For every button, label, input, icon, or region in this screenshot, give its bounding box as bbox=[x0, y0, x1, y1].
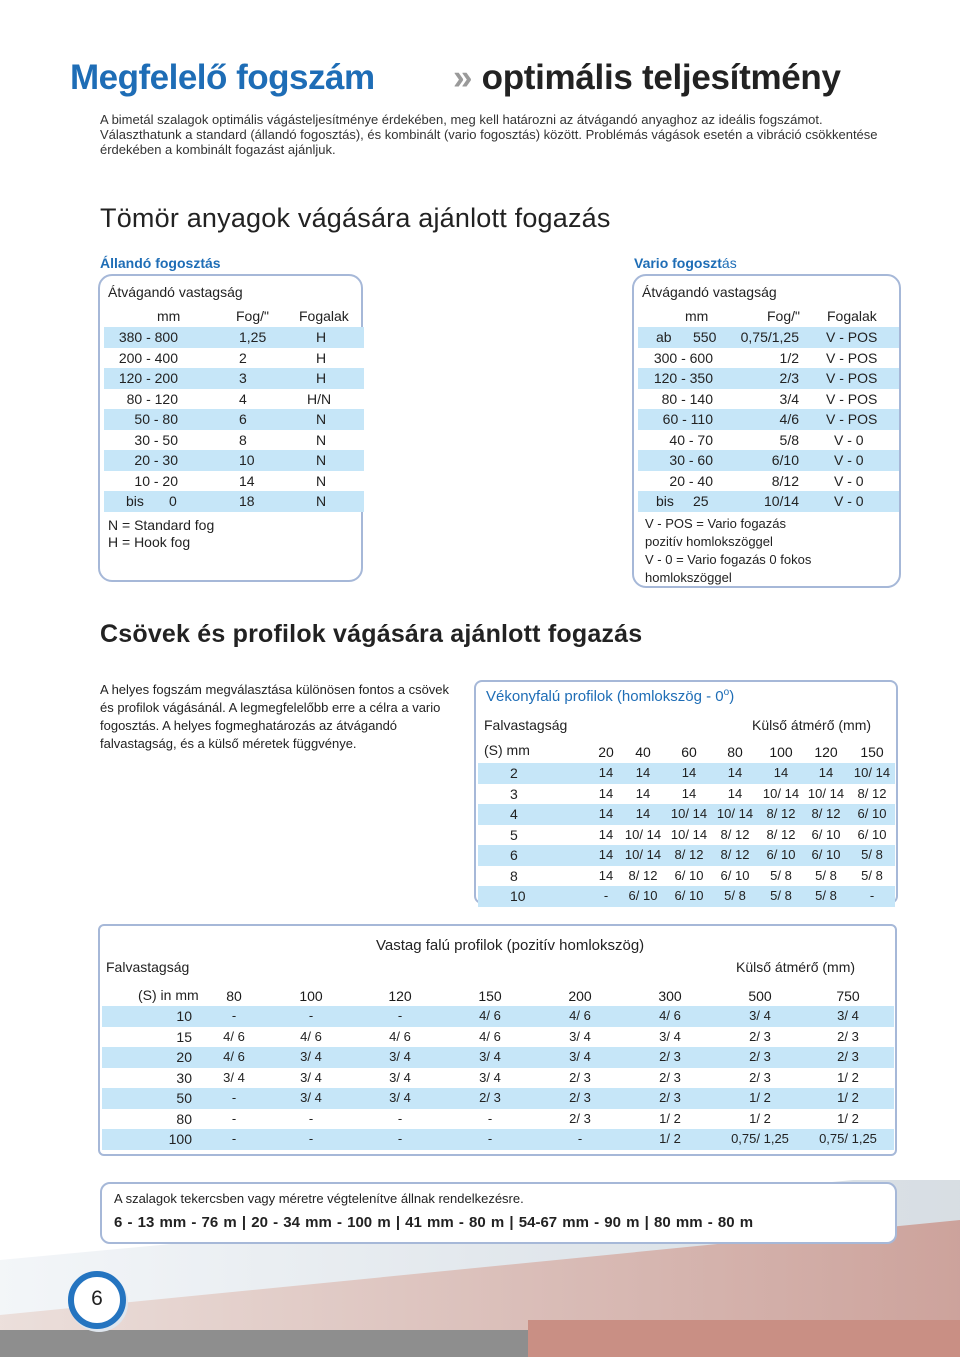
mm-value: 20 - 30 bbox=[134, 452, 178, 468]
fog-value: 6 bbox=[239, 411, 247, 427]
thick-cell-value: 4/ 6 bbox=[223, 1049, 245, 1064]
fog-value: 10 bbox=[239, 452, 255, 468]
mm-value: 120 - 200 bbox=[118, 370, 178, 386]
thick-cell-value: 2/ 3 bbox=[837, 1028, 859, 1044]
thick-cell-value: 2/ 3 bbox=[837, 1049, 859, 1064]
thick-cell-value: - bbox=[487, 1131, 493, 1146]
thin-col-header: 120 bbox=[814, 744, 838, 760]
mm-value: 550 bbox=[693, 329, 717, 345]
thick-cell-value: - bbox=[577, 1131, 583, 1146]
thin-cell-value: 8/ 12 bbox=[766, 806, 796, 821]
thin-cell-value: 10/ 14 bbox=[624, 847, 662, 862]
thin-cell-value: 14 bbox=[635, 806, 651, 821]
constant-row bbox=[104, 450, 364, 471]
thick-cell-value: 3/ 4 bbox=[223, 1069, 245, 1085]
thick-cell-value: - bbox=[397, 1008, 403, 1023]
thick-cell-value: - bbox=[231, 1090, 237, 1105]
thick-col-header: 150 bbox=[478, 988, 502, 1004]
note-v0-2: homlokszöggel bbox=[645, 570, 732, 585]
thick-cell-value: 4/ 6 bbox=[223, 1028, 245, 1044]
thin-col-header: 80 bbox=[727, 744, 743, 760]
thick-cell-value: 3/ 4 bbox=[479, 1069, 501, 1085]
thick-s-value: 100 bbox=[168, 1131, 192, 1147]
thick-row bbox=[102, 1027, 894, 1048]
thin-row bbox=[478, 886, 895, 907]
fog-value: 3/4 bbox=[779, 390, 799, 407]
availability-text: A szalagok tekercsben vagy méretre végtelenítve állnak rendelkezésre. bbox=[114, 1191, 524, 1206]
page-number: 6 bbox=[91, 1287, 103, 1310]
fog-value: 4/6 bbox=[779, 411, 799, 427]
thin-cell-value: 5/ 8 bbox=[724, 888, 746, 903]
thick-cell-value: 2/ 3 bbox=[659, 1090, 681, 1105]
thick-cell-value: 1/ 2 bbox=[659, 1131, 681, 1146]
note-hook: H = Hook fog bbox=[108, 534, 191, 550]
mm-value: 25 bbox=[693, 493, 709, 509]
vario-row bbox=[638, 327, 899, 348]
fog-value: 5/8 bbox=[779, 431, 799, 448]
vario-row bbox=[638, 430, 899, 451]
mm-value: 50 - 80 bbox=[134, 411, 178, 427]
thin-cell-value: 14 bbox=[598, 785, 614, 801]
thin-cell-value: 8/ 12 bbox=[720, 847, 750, 862]
fogalak-value: V - 0 bbox=[834, 452, 864, 468]
mm-value: 380 - 800 bbox=[118, 329, 178, 345]
thin-cell-value: 8/ 12 bbox=[766, 826, 796, 842]
vario-row bbox=[638, 491, 899, 512]
fog-value: 18 bbox=[239, 493, 255, 509]
mm-value: 0 bbox=[169, 493, 177, 509]
mm-value: 120 - 350 bbox=[653, 370, 713, 386]
thick-col-header: 120 bbox=[388, 988, 412, 1004]
thin-cell-value: 8/ 12 bbox=[720, 826, 750, 842]
constant-row bbox=[104, 491, 364, 512]
thick-cell-value: 3/ 4 bbox=[659, 1028, 681, 1044]
fogalak-value: V - POS bbox=[826, 390, 878, 407]
thin-cell-value: 6/ 10 bbox=[766, 847, 796, 862]
thin-cell-value: 6/ 10 bbox=[811, 847, 841, 862]
solid-section-title: Tömör anyagok vágására ajánlott fogazás bbox=[100, 203, 611, 233]
thin-s-value: 5 bbox=[510, 826, 518, 843]
thick-cell-value: 3/ 4 bbox=[300, 1090, 322, 1105]
fog-value: 4 bbox=[239, 390, 247, 407]
thick-cell-value: 3/ 4 bbox=[837, 1008, 859, 1023]
fogalak-value: V - 0 bbox=[834, 431, 864, 448]
constant-row bbox=[104, 348, 364, 369]
thick-cell-value: 2/ 3 bbox=[659, 1069, 681, 1085]
thin-cell-value: 5/ 8 bbox=[815, 867, 837, 883]
thin-cell-value: 14 bbox=[681, 765, 697, 780]
thin-row bbox=[478, 784, 895, 805]
thin-col-header: 40 bbox=[635, 744, 651, 760]
thick-row bbox=[102, 1068, 894, 1089]
thin-cell-value: 8/ 12 bbox=[674, 847, 704, 862]
thin-cell-value: 6/ 10 bbox=[720, 867, 750, 883]
thin-s-value: 8 bbox=[510, 867, 518, 884]
thick-cell-value: 2/ 3 bbox=[569, 1110, 591, 1126]
thick-cell-value: 3/ 4 bbox=[569, 1028, 591, 1044]
fog-value: 2 bbox=[239, 349, 247, 366]
thin-cell-value: 6/ 10 bbox=[811, 826, 841, 842]
fogalak-value: N bbox=[316, 472, 327, 489]
thin-cell-value: - bbox=[603, 888, 609, 903]
thin-s-value: 10 bbox=[510, 888, 526, 904]
thin-cell-value: 5/ 8 bbox=[861, 847, 883, 862]
header-title-left: Megfelelő fogszám bbox=[70, 58, 375, 97]
availability-sizes: 6 - 13 mm - 76 m | 20 - 34 mm - 100 m | 41 mm - 80 m | 54-67 mm - 90 m | 80 mm - 80 m bbox=[114, 1214, 754, 1231]
thick-s-value: 80 bbox=[176, 1110, 192, 1127]
vario-row bbox=[638, 389, 899, 410]
constant-box-label: Átvágandó vastagság bbox=[108, 284, 243, 300]
thick-cell-value: - bbox=[308, 1110, 314, 1126]
mm-value: 40 - 70 bbox=[669, 431, 713, 448]
thick-row bbox=[102, 1129, 894, 1150]
thin-cell-value: 10/ 14 bbox=[762, 785, 800, 801]
note-vpos: V - POS = Vario fogazás bbox=[645, 516, 787, 531]
page-number-badge bbox=[68, 1271, 126, 1329]
thin-cell-value: 6/ 10 bbox=[674, 888, 704, 903]
prefix-label: ab bbox=[656, 329, 672, 345]
col-header-mm: mm bbox=[685, 308, 709, 324]
fog-value: 0,75/1,25 bbox=[740, 329, 799, 345]
thin-cell-value: 6/ 10 bbox=[857, 806, 887, 821]
thin-cell-value: - bbox=[869, 888, 875, 903]
fog-value: 14 bbox=[239, 472, 255, 489]
mm-value: 80 - 140 bbox=[661, 390, 713, 407]
thick-cell-value: 3/ 4 bbox=[569, 1049, 591, 1064]
thin-row bbox=[478, 825, 895, 846]
thin-cell-value: 14 bbox=[598, 806, 614, 821]
fogalak-value: N bbox=[316, 431, 327, 448]
thin-cell-value: 10/ 14 bbox=[716, 806, 754, 821]
thin-wall-thickness-label: Falvastagság bbox=[484, 717, 568, 733]
thin-cell-value: 14 bbox=[598, 826, 614, 842]
thick-cell-value: 3/ 4 bbox=[300, 1069, 322, 1085]
fogalak-value: V - 0 bbox=[834, 472, 864, 489]
thin-cell-value: 14 bbox=[635, 785, 651, 801]
thick-row bbox=[102, 1109, 894, 1130]
thick-cell-value: 1/ 2 bbox=[659, 1110, 681, 1126]
thin-cell-value: 14 bbox=[818, 765, 834, 780]
thin-cell-value: 5/ 8 bbox=[861, 867, 883, 883]
thick-cell-value: 0,75/ 1,25 bbox=[819, 1131, 877, 1146]
thick-col-header: 750 bbox=[836, 988, 860, 1004]
thick-cell-value: - bbox=[231, 1008, 237, 1023]
thin-cell-value: 6/ 10 bbox=[674, 867, 704, 883]
thin-col-header: 150 bbox=[860, 744, 884, 760]
thin-cell-value: 14 bbox=[598, 847, 614, 862]
prefix-label: bis bbox=[656, 493, 674, 509]
thick-cell-value: - bbox=[308, 1008, 314, 1023]
thick-cell-value: 2/ 3 bbox=[479, 1090, 501, 1105]
vario-row bbox=[638, 409, 899, 430]
thin-s-value: 2 bbox=[510, 765, 518, 781]
thick-s-value: 20 bbox=[176, 1049, 192, 1065]
mm-value: 10 - 20 bbox=[134, 472, 178, 489]
thin-cell-value: 14 bbox=[681, 785, 697, 801]
mm-value: 30 - 50 bbox=[134, 431, 178, 448]
thin-cell-value: 5/ 8 bbox=[770, 888, 792, 903]
tubes-paragraph: A helyes fogszám megválasztása különösen fontos a csövek és profilok vágásánál. A legmegfelelőbb erre a célra a vario fogosztás. A helyes fogmeghatározás az átvágandó falvastagság, és a külső méretek függvénye. bbox=[100, 682, 450, 751]
fogalak-value: H bbox=[316, 329, 327, 345]
thin-cell-value: 14 bbox=[727, 765, 743, 780]
vario-row bbox=[638, 450, 899, 471]
thin-cell-value: 10/ 14 bbox=[853, 765, 891, 780]
vario-pitch-subtitle: Vario fogosztás bbox=[634, 255, 737, 271]
vario-row bbox=[638, 368, 899, 389]
thick-s-value: 10 bbox=[176, 1008, 192, 1024]
thin-s-value: 6 bbox=[510, 847, 518, 863]
thick-cell-value: 2/ 3 bbox=[749, 1028, 771, 1044]
thick-cell-value: 2/ 3 bbox=[569, 1090, 591, 1105]
thin-cell-value: 14 bbox=[598, 867, 614, 883]
thick-wall-thickness-label: Falvastagság bbox=[106, 959, 190, 975]
thin-outer-diameter-label: Külső átmérő (mm) bbox=[752, 717, 872, 733]
thin-row bbox=[478, 845, 895, 866]
thick-row bbox=[102, 1047, 894, 1068]
thin-col-header: 60 bbox=[681, 744, 697, 760]
fogalak-value: H bbox=[316, 349, 327, 366]
constant-table-header bbox=[104, 306, 362, 327]
fogalak-value: N bbox=[316, 411, 327, 427]
thick-cell-value: 3/ 4 bbox=[300, 1049, 322, 1064]
thin-cell-value: 14 bbox=[635, 765, 651, 780]
thick-s-value: 50 bbox=[176, 1090, 192, 1106]
fog-value: 8/12 bbox=[771, 472, 799, 489]
thin-cell-value: 5/ 8 bbox=[770, 867, 792, 883]
vario-row bbox=[638, 348, 899, 369]
fogalak-value: V - POS bbox=[826, 411, 878, 427]
thin-cell-value: 8/ 12 bbox=[628, 867, 658, 883]
thin-cell-value: 14 bbox=[773, 765, 789, 780]
constant-notes bbox=[108, 517, 214, 551]
mm-value: 200 - 400 bbox=[118, 349, 178, 366]
thick-cell-value: 4/ 6 bbox=[479, 1028, 501, 1044]
thick-s-mm-label: (S) in mm bbox=[138, 987, 199, 1003]
constant-row bbox=[104, 430, 364, 451]
thick-row bbox=[102, 1006, 894, 1027]
thin-s-value: 3 bbox=[510, 785, 518, 802]
double-chevron-icon: » bbox=[453, 58, 473, 97]
thin-s-value: 4 bbox=[510, 806, 518, 822]
thin-row bbox=[478, 763, 895, 784]
thick-cell-value: 2/ 3 bbox=[659, 1049, 681, 1064]
col-header-fogalak: Fogalak bbox=[299, 308, 349, 324]
thick-col-header: 200 bbox=[568, 988, 592, 1004]
thick-col-header: 100 bbox=[299, 988, 323, 1004]
mm-value: 300 - 600 bbox=[653, 349, 713, 366]
thick-col-header: 300 bbox=[658, 988, 682, 1004]
col-header-fogalak: Fogalak bbox=[827, 308, 877, 324]
thin-wall-title: Vékonyfalú profilok (homlokszög - 0$^o$) bbox=[486, 687, 735, 705]
thick-cell-value: 1/ 2 bbox=[837, 1069, 859, 1085]
thin-row bbox=[478, 804, 895, 825]
fogalak-value: N bbox=[316, 493, 327, 509]
thick-cell-value: - bbox=[231, 1131, 237, 1146]
thin-cell-value: 10/ 14 bbox=[807, 785, 845, 801]
thick-cell-value: 4/ 6 bbox=[569, 1008, 591, 1023]
note-v0: V - 0 = Vario fogazás 0 fokos bbox=[645, 552, 812, 567]
thin-cell-value: 8/ 12 bbox=[811, 806, 841, 821]
thin-col-header: 20 bbox=[598, 744, 614, 760]
note-standard: N = Standard fog bbox=[108, 517, 215, 533]
thick-cell-value: - bbox=[308, 1131, 314, 1146]
thick-cell-value: 4/ 6 bbox=[659, 1008, 681, 1023]
fogalak-value: V - POS bbox=[826, 349, 878, 366]
fog-value: 10/14 bbox=[763, 493, 799, 509]
thin-cell-value: 10/ 14 bbox=[670, 806, 708, 821]
constant-pitch-subtitle: Állandó fogosztás bbox=[100, 255, 221, 271]
header-title-right bbox=[453, 58, 841, 98]
tubes-section-title: Csövek és profilok vágására ajánlott fogazás bbox=[100, 620, 643, 648]
thick-cell-value: 1/ 2 bbox=[749, 1090, 771, 1105]
vario-box-label: Átvágandó vastagság bbox=[642, 284, 777, 300]
fog-value: 6/10 bbox=[771, 452, 799, 468]
fogalak-value: V - 0 bbox=[834, 493, 864, 509]
thick-col-header: 80 bbox=[226, 988, 242, 1004]
thick-cell-value: 4/ 6 bbox=[300, 1028, 322, 1044]
thick-cell-value: 3/ 4 bbox=[389, 1049, 411, 1064]
thick-cell-value: - bbox=[231, 1110, 237, 1126]
thick-cell-value: 1/ 2 bbox=[749, 1110, 771, 1126]
thick-outer-diameter-label: Külső átmérő (mm) bbox=[736, 959, 856, 975]
vario-row bbox=[638, 471, 899, 492]
mm-value: 20 - 40 bbox=[669, 472, 713, 489]
thin-cell-value: 10/ 14 bbox=[624, 826, 662, 842]
thin-cell-value: 14 bbox=[727, 785, 743, 801]
thick-wall-title: Vastag falú profilok (pozitív homlokszög) bbox=[376, 937, 645, 954]
vario-notes bbox=[645, 515, 811, 587]
constant-row bbox=[104, 368, 364, 389]
mm-value: 60 - 110 bbox=[662, 411, 713, 427]
thick-cell-value: 3/ 4 bbox=[749, 1008, 771, 1023]
mm-value: 30 - 60 bbox=[669, 452, 713, 468]
fogalak-value: H bbox=[316, 370, 327, 386]
thin-cell-value: 6/ 10 bbox=[857, 826, 887, 842]
constant-row bbox=[104, 389, 364, 410]
prefix-label: bis bbox=[126, 493, 144, 509]
thin-cell-value: 5/ 8 bbox=[815, 888, 837, 903]
constant-row bbox=[104, 471, 364, 492]
thick-cell-value: 1/ 2 bbox=[837, 1090, 859, 1105]
thick-col-header: 500 bbox=[748, 988, 772, 1004]
fogalak-value: V - POS bbox=[826, 329, 878, 345]
thick-cell-value: 3/ 4 bbox=[389, 1069, 411, 1085]
constant-row bbox=[104, 409, 364, 430]
intro-paragraph: A bimetál szalagok optimális vágásteljesítménye érdekében, meg kell határozni az átvágandó anyaghoz az ideális fogszámot. Választhatunk a standard (állandó fogosztás), és kombinált (vario fogosztás) között. Problémás vágások esetén a vibráció csökkentése érdekében a kombinált fogazást ajánljuk. bbox=[100, 112, 878, 157]
thick-cell-value: 4/ 6 bbox=[389, 1028, 411, 1044]
availability-box bbox=[100, 1182, 897, 1244]
col-header-fog: Fog/" bbox=[236, 308, 269, 324]
col-header-fog: Fog/" bbox=[767, 308, 800, 324]
thick-cell-value: 2/ 3 bbox=[569, 1069, 591, 1085]
thick-cell-value: 1/ 2 bbox=[837, 1110, 859, 1126]
page-header bbox=[70, 58, 910, 98]
fog-value: 2/3 bbox=[779, 370, 799, 386]
thick-s-value: 30 bbox=[176, 1069, 192, 1086]
thick-cell-value: 0,75/ 1,25 bbox=[731, 1131, 789, 1146]
thick-cell-value: 2/ 3 bbox=[749, 1049, 771, 1064]
note-vpos-2: pozitív homlokszöggel bbox=[645, 534, 773, 549]
thin-s-mm-label: (S) mm bbox=[484, 742, 530, 758]
thick-cell-value: - bbox=[397, 1110, 403, 1126]
thick-cell-value: - bbox=[487, 1110, 493, 1126]
thick-cell-value: 4/ 6 bbox=[479, 1008, 501, 1023]
thick-row bbox=[102, 1088, 894, 1109]
thick-s-value: 15 bbox=[176, 1028, 192, 1045]
fogalak-value: H/N bbox=[307, 390, 332, 407]
constant-row bbox=[104, 327, 364, 348]
vario-table-header bbox=[638, 306, 900, 327]
fogalak-value: V - POS bbox=[826, 370, 878, 386]
thick-cell-value: 3/ 4 bbox=[389, 1090, 411, 1105]
thin-cell-value: 10/ 14 bbox=[670, 826, 708, 842]
thin-cell-value: 8/ 12 bbox=[857, 785, 887, 801]
col-header-mm: mm bbox=[157, 308, 181, 324]
fog-value: 1,25 bbox=[239, 329, 267, 345]
fog-value: 3 bbox=[239, 370, 247, 386]
thin-cell-value: 6/ 10 bbox=[628, 888, 658, 903]
thick-cell-value: 3/ 4 bbox=[479, 1049, 501, 1064]
thick-cell-value: 2/ 3 bbox=[749, 1069, 771, 1085]
mm-value: 80 - 120 bbox=[126, 390, 178, 407]
thin-row bbox=[478, 866, 895, 887]
fog-value: 1/2 bbox=[779, 349, 799, 366]
header-title-right-text: optimális teljesítmény bbox=[481, 58, 841, 97]
fogalak-value: N bbox=[316, 452, 327, 468]
thin-cell-value: 14 bbox=[598, 765, 614, 780]
thin-col-header: 100 bbox=[769, 744, 793, 760]
thick-cell-value: - bbox=[397, 1131, 403, 1146]
fog-value: 8 bbox=[239, 431, 247, 448]
